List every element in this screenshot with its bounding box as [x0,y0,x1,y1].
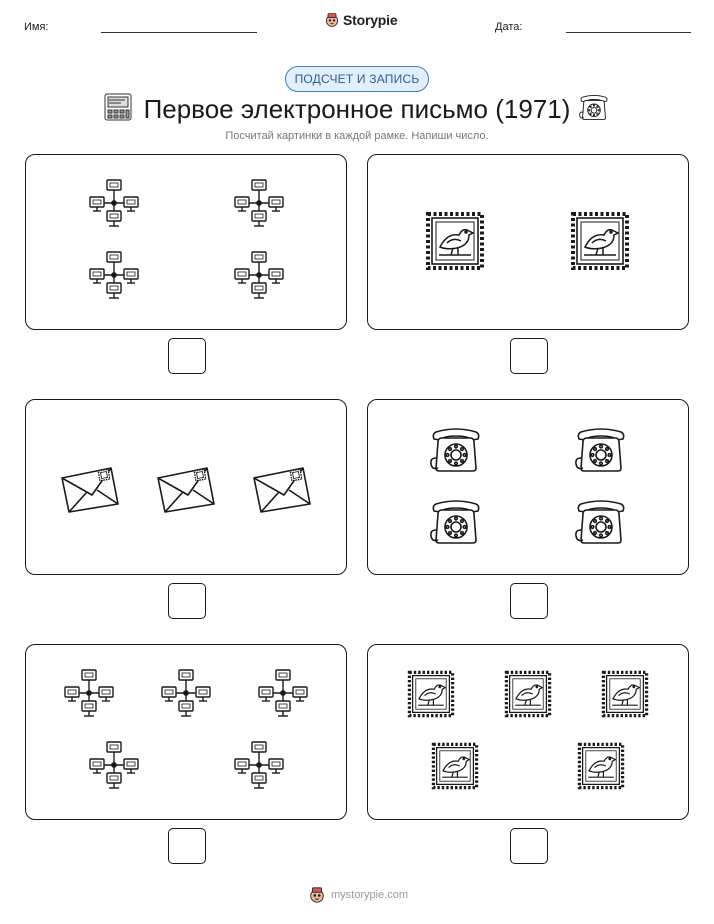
network-icon [62,669,116,723]
name-label: Имя: [24,21,49,33]
date-label: Дата: [495,21,523,33]
answer-box-6[interactable] [510,828,548,864]
footer [308,886,408,904]
network-icon [256,669,310,723]
answer-box-2[interactable] [510,338,548,374]
network-icon [87,251,141,305]
network-icon [232,179,286,233]
brand-logo [324,12,397,28]
bird-stamp-icon [425,211,485,271]
bird-stamp-icon [407,670,455,718]
page-title: Первое электронное письмо (1971) [143,94,571,124]
envelope-icon [155,462,217,514]
bird-stamp-icon [431,742,479,790]
counting-panel-5 [25,644,347,820]
bird-stamp-icon [570,211,630,271]
answer-box-5[interactable] [168,828,206,864]
envelope-icon [59,462,121,514]
network-icon [87,179,141,233]
rotary-phone-icon [573,428,629,474]
rotary-phone-icon [578,94,610,122]
rotary-phone-icon [573,500,629,546]
brand-name: Storypie [343,12,398,28]
instructions: Посчитай картинки в каждой рамке. Напиши число. [225,130,489,142]
rotary-phone-icon [428,428,484,474]
date-line[interactable] [566,32,691,33]
bird-stamp-icon [504,670,552,718]
network-icon [87,741,141,795]
bird-stamp-icon [601,670,649,718]
mascot-icon [324,12,340,28]
answer-box-1[interactable] [168,338,206,374]
answer-box-4[interactable] [510,583,548,619]
answer-box-3[interactable] [168,583,206,619]
name-line[interactable] [101,32,257,33]
rotary-phone-icon [428,500,484,546]
counting-panel-4 [367,399,689,575]
footer-url[interactable]: mystorypie.com [331,889,409,901]
counting-panel-2 [367,154,689,330]
counting-panel-3 [25,399,347,575]
mascot-icon [308,886,326,904]
network-icon [159,669,213,723]
counting-panel-6 [367,644,689,820]
network-icon [232,251,286,305]
envelope-icon [251,462,313,514]
bird-stamp-icon [577,742,625,790]
network-icon [232,741,286,795]
category-badge: ПОДСЧЕТ И ЗАПИСЬ [285,66,429,92]
counting-panel-1 [25,154,347,330]
